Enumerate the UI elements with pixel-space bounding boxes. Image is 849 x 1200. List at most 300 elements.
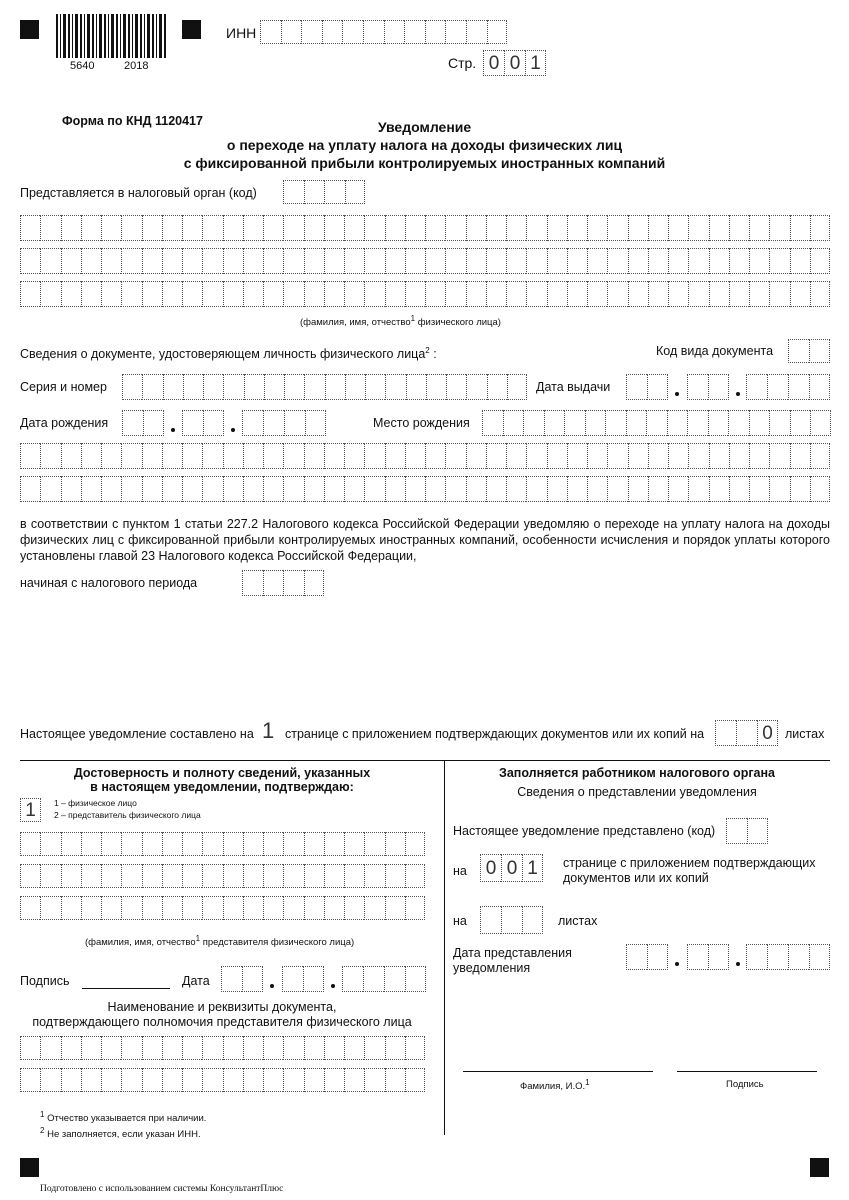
input-cell[interactable]: [628, 248, 648, 274]
input-cell[interactable]: [142, 864, 162, 888]
input-cell[interactable]: [547, 215, 567, 241]
input-cell[interactable]: [61, 832, 81, 856]
input-cell[interactable]: [466, 443, 486, 469]
input-cell[interactable]: [769, 281, 789, 307]
input-cell[interactable]: [203, 374, 223, 400]
input-cell[interactable]: [364, 281, 384, 307]
input-cell[interactable]: [628, 281, 648, 307]
input-cell[interactable]: [202, 215, 222, 241]
input-cell[interactable]: [40, 443, 60, 469]
input-cell[interactable]: [40, 248, 60, 274]
official-signature-line[interactable]: [677, 1071, 817, 1072]
input-cell[interactable]: [40, 281, 60, 307]
input-cell[interactable]: [405, 281, 425, 307]
input-cell[interactable]: [61, 1068, 81, 1092]
input-cell[interactable]: [587, 248, 607, 274]
input-cell[interactable]: [121, 281, 141, 307]
input-cell[interactable]: [708, 410, 729, 436]
input-cell[interactable]: [688, 476, 708, 502]
input-cell[interactable]: [810, 476, 830, 502]
input-cell[interactable]: [40, 896, 60, 920]
input-cell[interactable]: [769, 476, 789, 502]
input-cell[interactable]: [385, 374, 405, 400]
input-cell[interactable]: [482, 410, 503, 436]
fio-row-2[interactable]: [20, 248, 830, 274]
input-cell[interactable]: [162, 832, 182, 856]
input-cell[interactable]: [567, 215, 587, 241]
rep-fio-row-2[interactable]: [20, 864, 425, 888]
input-cell[interactable]: [162, 1068, 182, 1092]
input-cell[interactable]: [486, 476, 506, 502]
input-cell[interactable]: [243, 1036, 263, 1060]
input-cell[interactable]: [121, 896, 141, 920]
input-cell[interactable]: [243, 864, 263, 888]
input-cell[interactable]: [223, 215, 243, 241]
input-cell[interactable]: [223, 832, 243, 856]
input-cell[interactable]: [304, 476, 324, 502]
input-cell[interactable]: [243, 443, 263, 469]
input-cell[interactable]: [163, 374, 183, 400]
input-cell[interactable]: [182, 443, 202, 469]
birth-date-month[interactable]: [182, 410, 224, 436]
inn-field[interactable]: [260, 20, 507, 44]
input-cell[interactable]: [385, 896, 405, 920]
input-cell[interactable]: [445, 215, 465, 241]
input-cell[interactable]: [406, 374, 426, 400]
input-cell[interactable]: [61, 248, 81, 274]
input-cell[interactable]: [243, 248, 263, 274]
input-cell[interactable]: [20, 864, 40, 888]
input-cell[interactable]: [162, 215, 182, 241]
input-cell[interactable]: [142, 443, 162, 469]
input-cell[interactable]: [182, 832, 202, 856]
input-cell[interactable]: [344, 864, 364, 888]
input-cell[interactable]: [20, 443, 40, 469]
input-cell[interactable]: [446, 374, 466, 400]
input-cell[interactable]: [324, 443, 344, 469]
input-cell[interactable]: [526, 215, 546, 241]
input-cell[interactable]: [810, 281, 830, 307]
input-cell[interactable]: [202, 832, 222, 856]
input-cell[interactable]: [162, 443, 182, 469]
input-cell[interactable]: [183, 374, 203, 400]
input-cell[interactable]: [749, 410, 770, 436]
input-cell[interactable]: [324, 248, 344, 274]
input-cell[interactable]: [223, 864, 243, 888]
input-cell[interactable]: [101, 896, 121, 920]
input-cell[interactable]: [790, 215, 810, 241]
input-cell[interactable]: [607, 443, 627, 469]
pages-value[interactable]: 1: [262, 718, 275, 743]
input-cell[interactable]: [709, 215, 729, 241]
input-cell[interactable]: [506, 476, 526, 502]
input-cell[interactable]: [445, 476, 465, 502]
doc-type-field[interactable]: [788, 339, 830, 363]
input-cell[interactable]: [223, 1068, 243, 1092]
input-cell[interactable]: [162, 1036, 182, 1060]
input-cell[interactable]: [202, 896, 222, 920]
input-cell[interactable]: [263, 443, 283, 469]
input-cell[interactable]: [526, 248, 546, 274]
input-cell[interactable]: [668, 281, 688, 307]
rep-fio-row-3[interactable]: [20, 896, 425, 920]
input-cell[interactable]: [61, 864, 81, 888]
input-cell[interactable]: [709, 248, 729, 274]
input-cell[interactable]: [344, 1068, 364, 1092]
input-cell[interactable]: [607, 281, 627, 307]
input-cell[interactable]: [790, 410, 811, 436]
input-cell[interactable]: [628, 476, 648, 502]
input-cell[interactable]: [142, 1036, 162, 1060]
input-cell[interactable]: [385, 476, 405, 502]
input-cell[interactable]: [20, 1068, 40, 1092]
input-cell[interactable]: [324, 215, 344, 241]
input-cell[interactable]: [364, 864, 384, 888]
input-cell[interactable]: [20, 832, 40, 856]
input-cell[interactable]: [20, 248, 40, 274]
input-cell[interactable]: [283, 215, 303, 241]
rep-doc-row-2[interactable]: [20, 1068, 425, 1092]
input-cell[interactable]: [243, 1068, 263, 1092]
input-cell[interactable]: [646, 410, 667, 436]
input-cell[interactable]: [749, 443, 769, 469]
input-cell[interactable]: [688, 443, 708, 469]
input-cell[interactable]: [81, 1068, 101, 1092]
input-cell[interactable]: [466, 476, 486, 502]
input-cell[interactable]: [769, 410, 790, 436]
input-cell[interactable]: [324, 832, 344, 856]
input-cell[interactable]: [81, 1036, 101, 1060]
input-cell[interactable]: [81, 281, 101, 307]
input-cell[interactable]: [344, 281, 364, 307]
official-name-line[interactable]: [463, 1071, 653, 1072]
input-cell[interactable]: [769, 215, 789, 241]
issue-date-year[interactable]: [746, 374, 830, 400]
input-cell[interactable]: [223, 443, 243, 469]
input-cell[interactable]: [223, 1036, 243, 1060]
input-cell[interactable]: [628, 443, 648, 469]
birth-place-row-2[interactable]: [20, 443, 830, 469]
input-cell[interactable]: [567, 476, 587, 502]
input-cell[interactable]: [202, 248, 222, 274]
sign-date-year[interactable]: [342, 966, 426, 992]
input-cell[interactable]: [283, 896, 303, 920]
input-cell[interactable]: [364, 896, 384, 920]
input-cell[interactable]: [526, 476, 546, 502]
input-cell[interactable]: [304, 281, 324, 307]
input-cell[interactable]: [324, 476, 344, 502]
input-cell[interactable]: [587, 281, 607, 307]
sign-date-day[interactable]: [221, 966, 263, 992]
input-cell[interactable]: [364, 248, 384, 274]
input-cell[interactable]: [325, 374, 345, 400]
input-cell[interactable]: [324, 281, 344, 307]
input-cell[interactable]: [728, 410, 749, 436]
input-cell[interactable]: [405, 215, 425, 241]
input-cell[interactable]: [162, 896, 182, 920]
input-cell[interactable]: [688, 281, 708, 307]
input-cell[interactable]: [425, 476, 445, 502]
input-cell[interactable]: [324, 1068, 344, 1092]
input-cell[interactable]: [223, 896, 243, 920]
input-cell[interactable]: [81, 443, 101, 469]
input-cell[interactable]: [385, 281, 405, 307]
input-cell[interactable]: [486, 248, 506, 274]
input-cell[interactable]: [587, 443, 607, 469]
input-cell[interactable]: [20, 215, 40, 241]
input-cell[interactable]: [810, 215, 830, 241]
input-cell[interactable]: [283, 1036, 303, 1060]
issue-date-month[interactable]: [687, 374, 729, 400]
input-cell[interactable]: [445, 281, 465, 307]
fio-row-3[interactable]: [20, 281, 830, 307]
input-cell[interactable]: [283, 248, 303, 274]
input-cell[interactable]: [628, 215, 648, 241]
input-cell[interactable]: [283, 864, 303, 888]
input-cell[interactable]: [121, 1036, 141, 1060]
input-cell[interactable]: [344, 896, 364, 920]
input-cell[interactable]: [304, 864, 324, 888]
sign-date-month[interactable]: [282, 966, 324, 992]
submission-date-day[interactable]: [626, 944, 668, 970]
input-cell[interactable]: [667, 410, 688, 436]
input-cell[interactable]: [648, 215, 668, 241]
input-cell[interactable]: [385, 1036, 405, 1060]
input-cell[interactable]: [466, 215, 486, 241]
input-cell[interactable]: [121, 248, 141, 274]
input-cell[interactable]: [605, 410, 626, 436]
official-pages-field[interactable]: 0 0 1: [480, 854, 543, 882]
input-cell[interactable]: [749, 476, 769, 502]
input-cell[interactable]: [526, 443, 546, 469]
input-cell[interactable]: [243, 832, 263, 856]
input-cell[interactable]: [101, 1036, 121, 1060]
input-cell[interactable]: [790, 476, 810, 502]
input-cell[interactable]: [364, 1068, 384, 1092]
input-cell[interactable]: [101, 281, 121, 307]
input-cell[interactable]: [405, 248, 425, 274]
input-cell[interactable]: [20, 281, 40, 307]
input-cell[interactable]: [344, 476, 364, 502]
input-cell[interactable]: [202, 281, 222, 307]
input-cell[interactable]: [142, 215, 162, 241]
input-cell[interactable]: [607, 476, 627, 502]
input-cell[interactable]: [264, 374, 284, 400]
input-cell[interactable]: [182, 896, 202, 920]
input-cell[interactable]: [81, 476, 101, 502]
input-cell[interactable]: [486, 215, 506, 241]
input-cell[interactable]: [121, 476, 141, 502]
input-cell[interactable]: [749, 281, 769, 307]
input-cell[interactable]: [364, 832, 384, 856]
input-cell[interactable]: [182, 215, 202, 241]
input-cell[interactable]: [344, 443, 364, 469]
input-cell[interactable]: [688, 248, 708, 274]
input-cell[interactable]: [182, 1036, 202, 1060]
input-cell[interactable]: [61, 896, 81, 920]
input-cell[interactable]: [20, 476, 40, 502]
input-cell[interactable]: [425, 281, 445, 307]
input-cell[interactable]: [385, 248, 405, 274]
input-cell[interactable]: [385, 864, 405, 888]
input-cell[interactable]: [121, 832, 141, 856]
submission-date-year[interactable]: [746, 944, 830, 970]
input-cell[interactable]: [547, 281, 567, 307]
input-cell[interactable]: [344, 1036, 364, 1060]
input-cell[interactable]: [385, 215, 405, 241]
input-cell[interactable]: [626, 410, 647, 436]
input-cell[interactable]: [587, 476, 607, 502]
input-cell[interactable]: [564, 410, 585, 436]
input-cell[interactable]: [668, 215, 688, 241]
input-cell[interactable]: [283, 476, 303, 502]
input-cell[interactable]: [121, 864, 141, 888]
input-cell[interactable]: [202, 443, 222, 469]
input-cell[interactable]: [506, 281, 526, 307]
series-number-field[interactable]: [122, 374, 527, 400]
rep-doc-row-1[interactable]: [20, 1036, 425, 1060]
input-cell[interactable]: [304, 248, 324, 274]
input-cell[interactable]: [304, 374, 324, 400]
input-cell[interactable]: [607, 215, 627, 241]
input-cell[interactable]: [709, 281, 729, 307]
input-cell[interactable]: [81, 832, 101, 856]
period-field[interactable]: [242, 570, 324, 596]
input-cell[interactable]: [405, 1036, 425, 1060]
input-cell[interactable]: [40, 832, 60, 856]
input-cell[interactable]: [284, 374, 304, 400]
input-cell[interactable]: [61, 281, 81, 307]
input-cell[interactable]: [182, 1068, 202, 1092]
input-cell[interactable]: [263, 476, 283, 502]
submission-date-month[interactable]: [687, 944, 729, 970]
input-cell[interactable]: [668, 443, 688, 469]
input-cell[interactable]: [709, 443, 729, 469]
input-cell[interactable]: [709, 476, 729, 502]
input-cell[interactable]: [101, 864, 121, 888]
input-cell[interactable]: [648, 476, 668, 502]
input-cell[interactable]: [668, 476, 688, 502]
input-cell[interactable]: [122, 374, 142, 400]
input-cell[interactable]: [304, 896, 324, 920]
input-cell[interactable]: [121, 443, 141, 469]
input-cell[interactable]: [506, 215, 526, 241]
input-cell[interactable]: [345, 374, 365, 400]
input-cell[interactable]: [263, 896, 283, 920]
input-cell[interactable]: [283, 443, 303, 469]
input-cell[interactable]: [364, 1036, 384, 1060]
input-cell[interactable]: [121, 1068, 141, 1092]
input-cell[interactable]: [162, 476, 182, 502]
input-cell[interactable]: [405, 864, 425, 888]
official-sheets-field[interactable]: [480, 906, 543, 934]
input-cell[interactable]: [648, 443, 668, 469]
input-cell[interactable]: [749, 215, 769, 241]
input-cell[interactable]: [507, 374, 527, 400]
input-cell[interactable]: [81, 215, 101, 241]
input-cell[interactable]: [223, 374, 243, 400]
input-cell[interactable]: [364, 443, 384, 469]
input-cell[interactable]: [182, 864, 202, 888]
input-cell[interactable]: [40, 476, 60, 502]
tax-authority-code-field[interactable]: [283, 180, 365, 204]
input-cell[interactable]: [243, 281, 263, 307]
rep-fio-row-1[interactable]: [20, 832, 425, 856]
input-cell[interactable]: [385, 832, 405, 856]
sheets-field[interactable]: 0: [715, 720, 778, 746]
input-cell[interactable]: [304, 1068, 324, 1092]
input-cell[interactable]: [121, 215, 141, 241]
input-cell[interactable]: [405, 832, 425, 856]
input-cell[interactable]: [304, 1036, 324, 1060]
submitted-code-field[interactable]: [726, 818, 768, 844]
input-cell[interactable]: [202, 1036, 222, 1060]
input-cell[interactable]: [243, 896, 263, 920]
input-cell[interactable]: [344, 248, 364, 274]
input-cell[interactable]: [142, 281, 162, 307]
input-cell[interactable]: [263, 281, 283, 307]
input-cell[interactable]: [223, 476, 243, 502]
input-cell[interactable]: [486, 281, 506, 307]
input-cell[interactable]: [101, 832, 121, 856]
input-cell[interactable]: [101, 1068, 121, 1092]
input-cell[interactable]: [769, 443, 789, 469]
input-cell[interactable]: [729, 215, 749, 241]
input-cell[interactable]: [648, 281, 668, 307]
input-cell[interactable]: [81, 864, 101, 888]
input-cell[interactable]: [523, 410, 544, 436]
birth-date-year[interactable]: [242, 410, 326, 436]
input-cell[interactable]: [688, 215, 708, 241]
input-cell[interactable]: [101, 476, 121, 502]
input-cell[interactable]: [304, 443, 324, 469]
issue-date-day[interactable]: [626, 374, 668, 400]
input-cell[interactable]: [364, 215, 384, 241]
input-cell[interactable]: [405, 476, 425, 502]
input-cell[interactable]: [263, 215, 283, 241]
input-cell[interactable]: [223, 281, 243, 307]
input-cell[interactable]: [487, 374, 507, 400]
input-cell[interactable]: [162, 864, 182, 888]
signature-line[interactable]: [82, 988, 170, 989]
input-cell[interactable]: [142, 476, 162, 502]
input-cell[interactable]: [567, 248, 587, 274]
input-cell[interactable]: [344, 832, 364, 856]
input-cell[interactable]: [101, 248, 121, 274]
input-cell[interactable]: [506, 443, 526, 469]
input-cell[interactable]: [425, 443, 445, 469]
input-cell[interactable]: [162, 281, 182, 307]
input-cell[interactable]: [324, 1036, 344, 1060]
input-cell[interactable]: [304, 215, 324, 241]
input-cell[interactable]: [607, 248, 627, 274]
input-cell[interactable]: [466, 374, 486, 400]
input-cell[interactable]: [20, 896, 40, 920]
input-cell[interactable]: [142, 248, 162, 274]
input-cell[interactable]: [544, 410, 565, 436]
input-cell[interactable]: [40, 1068, 60, 1092]
input-cell[interactable]: [466, 248, 486, 274]
input-cell[interactable]: [263, 1036, 283, 1060]
input-cell[interactable]: [687, 410, 708, 436]
input-cell[interactable]: [202, 1068, 222, 1092]
input-cell[interactable]: [20, 1036, 40, 1060]
input-cell[interactable]: [769, 248, 789, 274]
input-cell[interactable]: [526, 281, 546, 307]
input-cell[interactable]: [344, 215, 364, 241]
input-cell[interactable]: [244, 374, 264, 400]
input-cell[interactable]: [364, 476, 384, 502]
